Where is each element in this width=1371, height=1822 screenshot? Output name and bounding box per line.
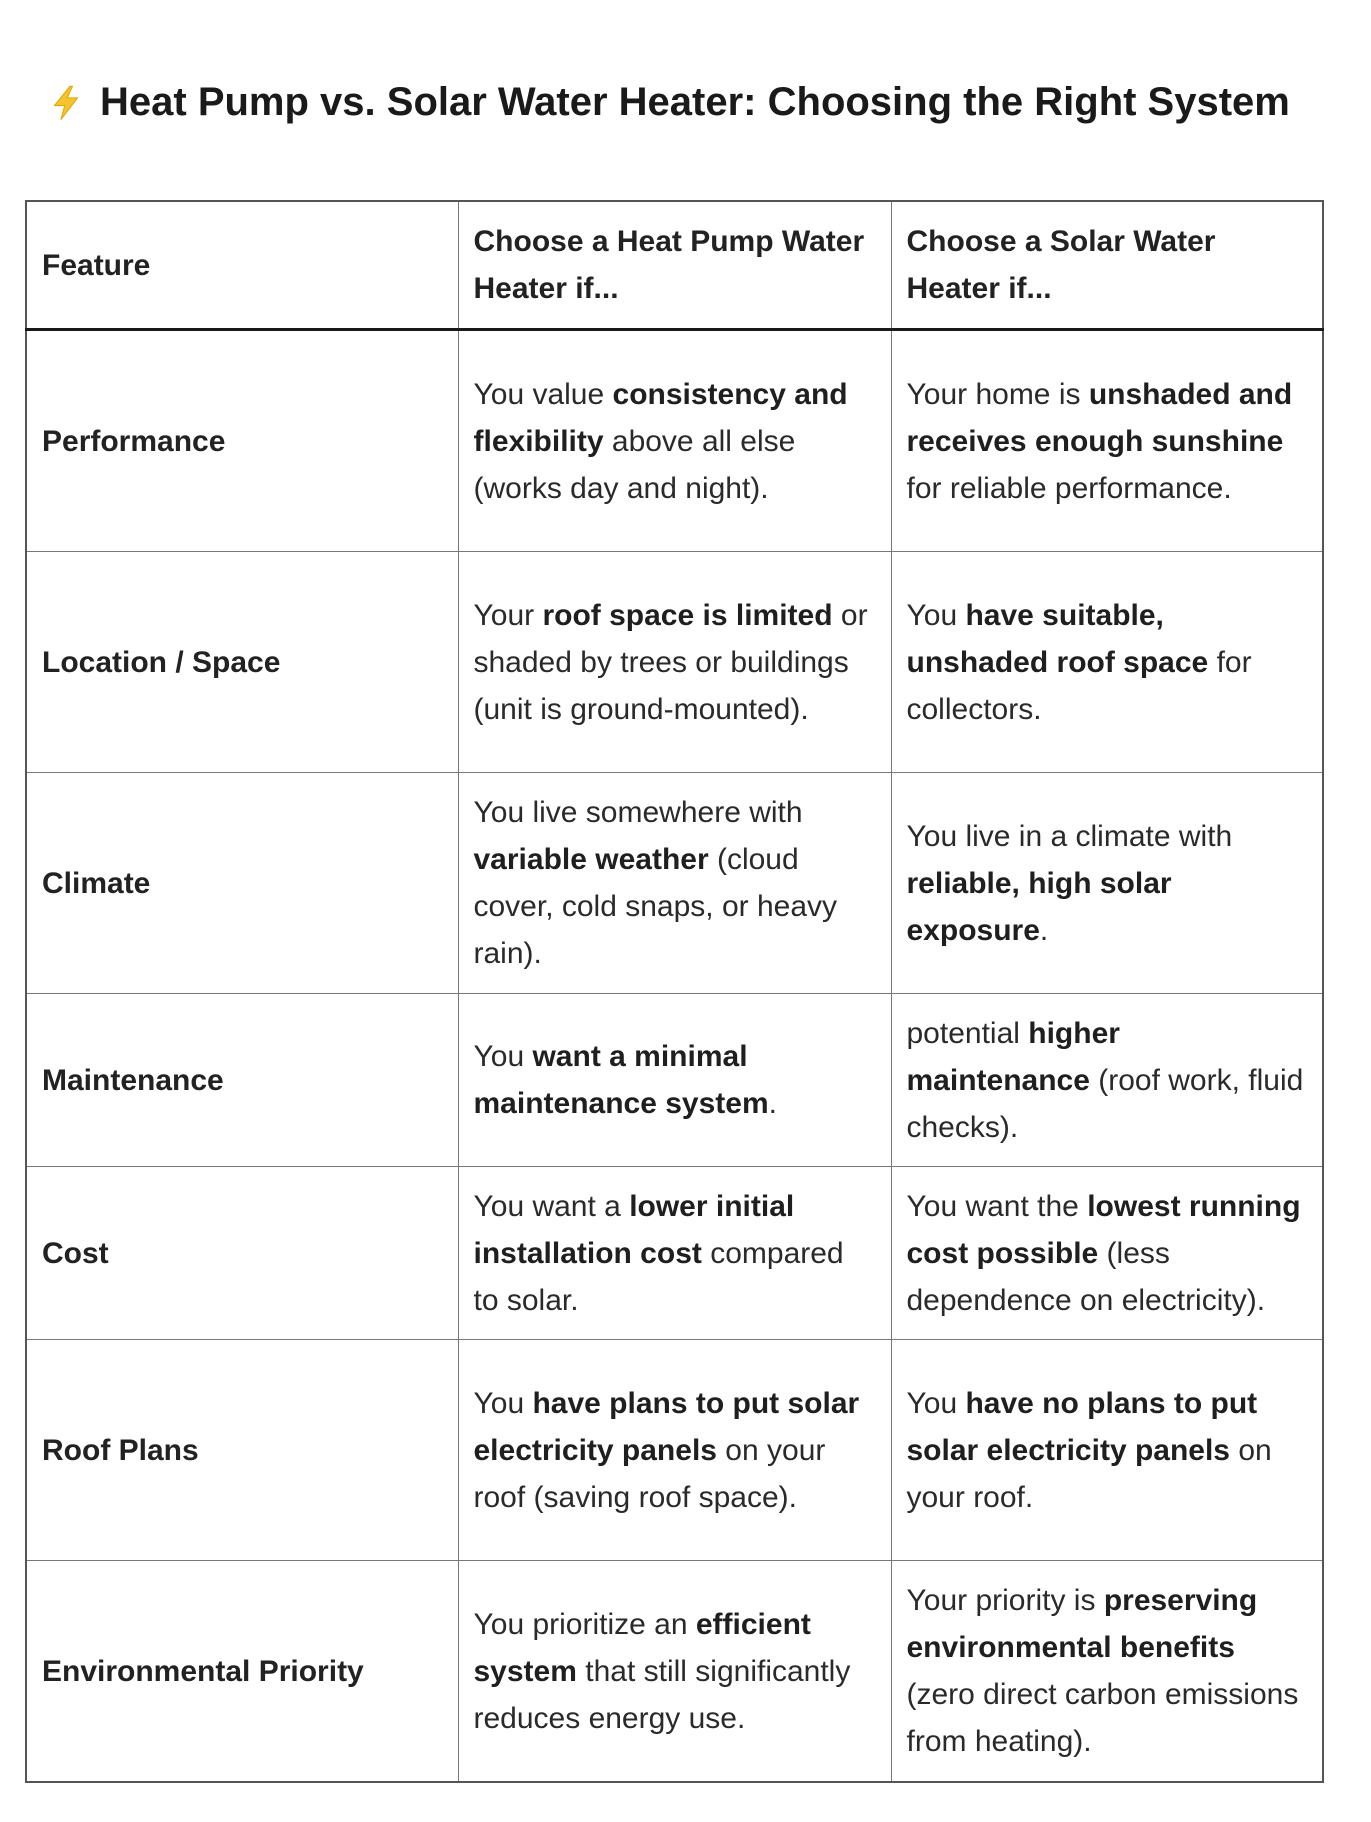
cell-text: for collectors.	[906, 645, 1252, 726]
header-feature: Feature	[26, 201, 458, 330]
emphasis-text: reliable, high solar exposure	[906, 866, 1172, 947]
header-solar: Choose a Solar Water Heater if...	[891, 201, 1323, 330]
solar-cell	[891, 773, 1323, 994]
heat-pump-cell	[458, 330, 891, 552]
table-row-climate	[26, 773, 1323, 994]
feature-cell: Environmental Priority	[26, 1561, 458, 1783]
emphasis-text: consistency and flexibility	[473, 377, 848, 458]
cell-text: Your priority is	[906, 1584, 1104, 1617]
cell-text: above all else (works day and night).	[473, 424, 796, 505]
cell-text: You	[473, 1040, 533, 1073]
cell-text: .	[1039, 913, 1049, 947]
cell-text: You prioritize an	[473, 1607, 696, 1641]
emphasis-text: lower initial installation cost	[473, 1189, 795, 1270]
emphasis-text: have no plans to put solar electricity panels	[906, 1386, 1258, 1467]
feature-cell: Performance	[26, 330, 458, 552]
cell-text: You live somewhere with	[473, 796, 803, 829]
table-row-location-space	[26, 552, 1323, 773]
page-title	[50, 80, 1290, 125]
emphasis-text: efficient system	[473, 1607, 811, 1688]
cell-text: You	[906, 1386, 966, 1420]
cell-text: You want the	[906, 1189, 1088, 1223]
table-row-performance	[26, 330, 1323, 552]
cell-text: that still significantly reduces energy use.	[473, 1654, 851, 1735]
heat-pump-cell	[458, 1167, 891, 1340]
cell-text: You	[473, 1386, 533, 1420]
feature-cell: Cost	[26, 1167, 458, 1340]
feature-cell: Climate	[26, 773, 458, 994]
feature-cell: Maintenance	[26, 994, 458, 1167]
feature-cell: Location / Space	[26, 552, 458, 773]
solar-cell	[891, 552, 1323, 773]
feature-cell: Roof Plans	[26, 1340, 458, 1561]
header-row	[26, 201, 1323, 330]
cell-text: You	[906, 598, 966, 632]
cell-text: (less dependence on electricity).	[906, 1236, 1266, 1317]
cell-text: You live in a climate with	[906, 819, 1233, 853]
emphasis-text: preserving environmental benefits	[906, 1584, 1258, 1664]
cell-text: on your roof (saving roof space).	[473, 1433, 826, 1514]
cell-text: potential	[906, 1016, 1029, 1050]
emphasis-text: roof space is limited	[542, 598, 833, 632]
table-row-roof-plans	[26, 1340, 1323, 1561]
header-heat-pump: Choose a Heat Pump Water Heater if...	[458, 201, 891, 330]
emphasis-text: variable weather	[473, 843, 709, 876]
table-header	[26, 201, 1323, 330]
emphasis-text: want a minimal maintenance system	[473, 1040, 769, 1120]
heat-pump-cell	[458, 773, 891, 994]
cell-text: .	[768, 1087, 777, 1120]
heat-pump-cell	[458, 994, 891, 1167]
table-row-environmental-priority	[26, 1561, 1323, 1783]
cell-text: (zero direct carbon emissions from heating).	[906, 1678, 1299, 1758]
cell-text: compared to solar.	[473, 1236, 844, 1317]
cell-text: on your roof.	[906, 1433, 1272, 1514]
emphasis-text: unshaded and receives enough sunshine	[906, 377, 1293, 458]
page-title-text: Heat Pump vs. Solar Water Heater: Choosing the Right System	[100, 80, 1290, 124]
cell-text: or shaded by trees or buildings (unit is ground-mounted).	[473, 598, 868, 726]
solar-cell	[891, 994, 1323, 1167]
table-body	[26, 330, 1323, 1783]
table-row-maintenance	[26, 994, 1323, 1167]
solar-cell	[891, 1561, 1323, 1783]
cell-text: Your home is	[906, 377, 1089, 411]
emphasis-text: higher maintenance	[906, 1016, 1120, 1097]
solar-cell	[891, 330, 1323, 552]
solar-cell	[891, 1167, 1323, 1340]
heat-pump-cell	[458, 552, 891, 773]
heat-pump-cell	[458, 1340, 891, 1561]
heat-pump-cell	[458, 1561, 891, 1783]
emphasis-text: have suitable, unshaded roof space	[906, 598, 1209, 679]
emphasis-text: lowest running cost possible	[906, 1189, 1301, 1270]
cell-text: You value	[473, 377, 613, 411]
cell-text: (roof work, fluid checks).	[906, 1063, 1304, 1144]
comparison-table	[25, 200, 1324, 1783]
solar-cell	[891, 1340, 1323, 1561]
cell-text: You want a	[473, 1189, 630, 1223]
cell-text: for reliable performance.	[906, 471, 1232, 505]
emphasis-text: have plans to put solar electricity panels	[473, 1386, 860, 1467]
table-row-cost	[26, 1167, 1323, 1340]
cell-text: Your	[473, 598, 543, 632]
lightning-bolt-icon	[50, 85, 82, 121]
cell-text: (cloud cover, cold snaps, or heavy rain).	[473, 843, 838, 970]
